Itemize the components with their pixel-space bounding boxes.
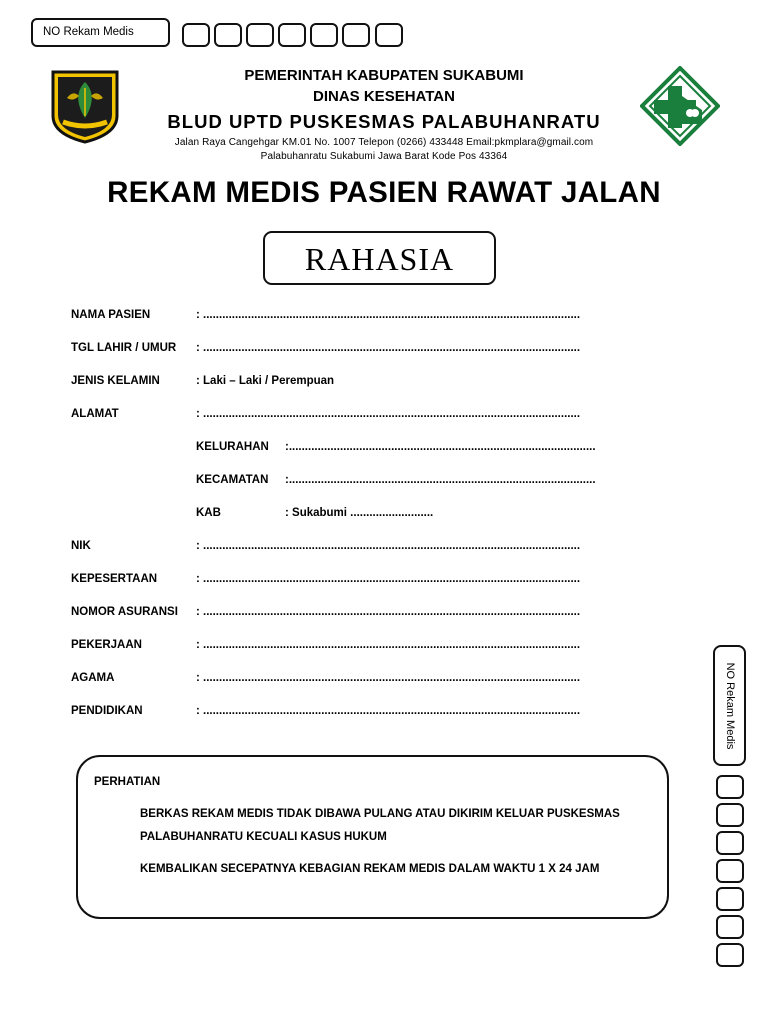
- side-digit-box[interactable]: [716, 803, 744, 827]
- field-label: KAB: [196, 507, 221, 519]
- pekerjaan-field[interactable]: : ......................................................................................................................: [196, 639, 581, 651]
- record-digit-box[interactable]: [342, 23, 370, 47]
- side-rekam-medis-text: NO Rekam Medis: [723, 662, 736, 749]
- nama-pasien-field[interactable]: : ......................................................................................................................: [196, 309, 581, 321]
- agama-field[interactable]: : ......................................................................................................................: [196, 672, 581, 684]
- field-label: PEKERJAAN: [71, 639, 142, 651]
- field-label: KELURAHAN: [196, 441, 269, 453]
- nomor-asuransi-field[interactable]: : ......................................................................................................................: [196, 606, 581, 618]
- field-label: NAMA PASIEN: [71, 309, 151, 321]
- record-digit-box[interactable]: [278, 23, 306, 47]
- kab-field[interactable]: : Sukabumi ..........................: [285, 507, 434, 519]
- document-title: REKAM MEDIS PASIEN RAWAT JALAN: [107, 176, 661, 209]
- header-address-city: Palabuhanratu Sukabumi Jawa Barat Kode Pos 43364: [260, 151, 508, 162]
- side-digit-box[interactable]: [716, 859, 744, 883]
- field-label: TGL LAHIR / UMUR: [71, 342, 177, 354]
- side-rekam-medis-label: [713, 645, 746, 766]
- side-digit-box[interactable]: [716, 831, 744, 855]
- jenis-kelamin-field[interactable]: : Laki – Laki / Perempuan: [196, 375, 335, 387]
- notice-line: BERKAS REKAM MEDIS TIDAK DIBAWA PULANG ATAU DIKIRIM KELUAR PUSKESMAS: [140, 808, 620, 820]
- pendidikan-field[interactable]: : ......................................................................................................................: [196, 705, 581, 717]
- side-digit-box[interactable]: [716, 943, 744, 967]
- side-digit-box[interactable]: [716, 775, 744, 799]
- side-digit-box[interactable]: [716, 887, 744, 911]
- notice-line: KEMBALIKAN SECEPATNYA KEBAGIAN REKAM MEDIS DALAM WAKTU 1 X 24 JAM: [140, 863, 600, 875]
- record-digit-box[interactable]: [182, 23, 210, 47]
- field-label: PENDIDIKAN: [71, 705, 143, 717]
- notice-heading: PERHATIAN: [94, 776, 161, 788]
- record-digit-box[interactable]: [246, 23, 274, 47]
- tgl-lahir-field[interactable]: : ......................................................................................................................: [196, 342, 581, 354]
- record-digit-box[interactable]: [214, 23, 242, 47]
- field-label: JENIS KELAMIN: [71, 375, 160, 387]
- field-label: KEPESERTAAN: [71, 573, 158, 585]
- nik-field[interactable]: : ......................................................................................................................: [196, 540, 581, 552]
- kepesertaan-field[interactable]: : ......................................................................................................................: [196, 573, 581, 585]
- puskesmas-logo: [640, 66, 720, 146]
- side-digit-box[interactable]: [716, 915, 744, 939]
- field-label: AGAMA: [71, 672, 115, 684]
- header-institution: BLUD UPTD PUSKESMAS PALABUHANRATU: [167, 111, 601, 132]
- notice-line: PALABUHANRATU KECUALI KASUS HUKUM: [140, 831, 387, 843]
- alamat-field[interactable]: : ......................................................................................................................: [196, 408, 581, 420]
- field-label: NOMOR ASURANSI: [71, 606, 178, 618]
- record-digit-box[interactable]: [310, 23, 338, 47]
- header-department: DINAS KESEHATAN: [313, 88, 455, 105]
- kelurahan-field[interactable]: :................................................................................................: [285, 441, 596, 453]
- confidential-stamp: RAHASIA: [263, 231, 496, 285]
- field-label: NIK: [71, 540, 91, 552]
- rekam-medis-number-label: NO Rekam Medis: [31, 18, 170, 47]
- header-address: Jalan Raya Cangehgar KM.01 No. 1007 Telepon (0266) 433448 Email:pkmplara@gmail.com: [174, 137, 594, 148]
- record-digit-box[interactable]: [375, 23, 403, 47]
- field-label: ALAMAT: [71, 408, 119, 420]
- header-government: PEMERINTAH KABUPATEN SUKABUMI: [244, 67, 524, 84]
- field-label: KECAMATAN: [196, 474, 269, 486]
- kecamatan-field[interactable]: :................................................................................................: [285, 474, 596, 486]
